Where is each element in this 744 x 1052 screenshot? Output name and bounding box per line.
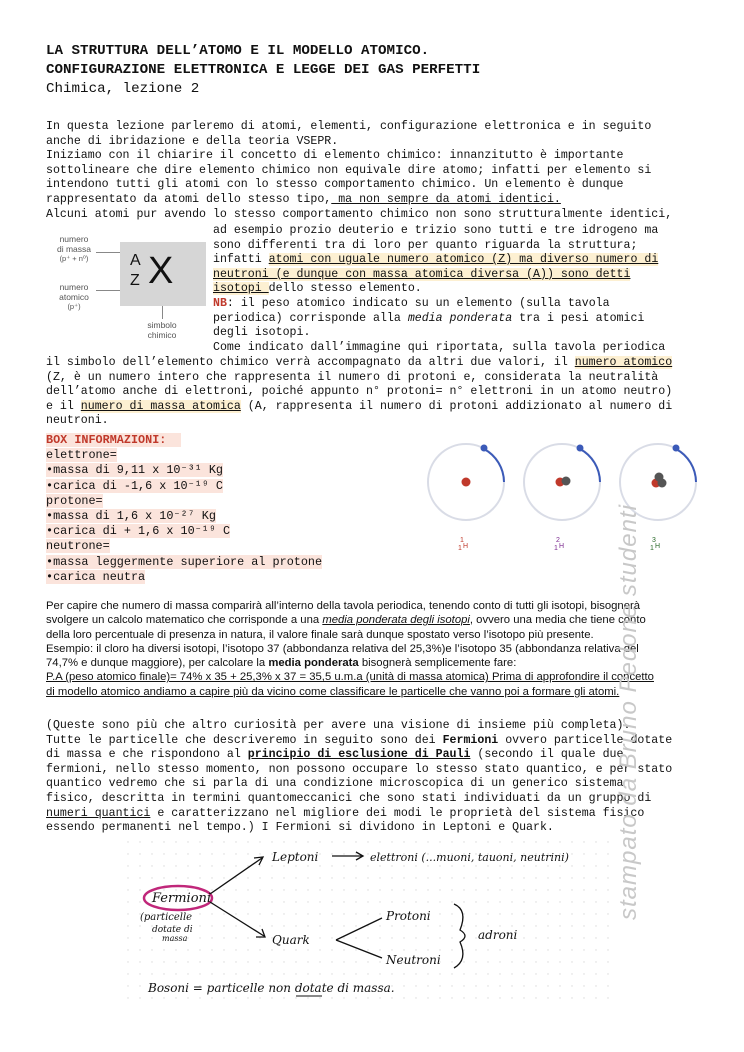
intro-line <box>46 193 672 208</box>
electron-mass: •massa di 9,11 x 10⁻³¹ Kg <box>46 463 224 478</box>
isotopes-text: tra i pesi atomici <box>512 311 645 325</box>
chemical-symbol-label <box>142 320 182 340</box>
mass-number-label <box>54 234 94 264</box>
highlighted-text: neutroni (e dunque con massa atomica diversa (A)) sono detti <box>213 267 631 281</box>
intro-text: rappresentato da atomi dello stesso tipo, <box>46 192 332 206</box>
isotopes-text: dello stesso elemento. <box>268 282 422 296</box>
fermions-line: (Queste sono più che altro curiosità per avere una visione di insieme più completa). <box>46 719 631 732</box>
isotopes-text: infatti <box>213 253 269 267</box>
particle-classification-diagram <box>126 840 612 1008</box>
weight-line: della loro percentuale di presenza in natura, il valore finale sarà dunque spostato verso l’isotopo più presente. <box>46 628 594 641</box>
vertical-watermark: stampato da Bruno Pedone studenti <box>615 504 642 920</box>
pointer-line <box>162 306 163 319</box>
info-heading-text: BOX INFORMAZIONI <box>46 433 160 447</box>
isotopes-line <box>213 268 665 283</box>
weight-text: 74,7% e dunque maggiore), per calcolare la <box>46 657 269 670</box>
highlighted-text: atomi con uguale numero atomico (Z) ma diverso numero di <box>268 253 659 267</box>
neutron-label: neutrone= <box>46 539 110 554</box>
title-line-3: Chimica, lezione 2 <box>46 81 200 97</box>
atomic-number-letter: Z <box>130 272 140 289</box>
info-box <box>46 433 322 585</box>
info-line <box>46 524 322 539</box>
pointer-line <box>96 252 120 253</box>
weighted-average-paragraph <box>46 599 654 699</box>
fermioni-note-line: dotate di <box>152 925 193 935</box>
mass-number-letter: A <box>130 252 141 269</box>
info-line <box>46 555 322 570</box>
fermions-text: ovvero particelle dotate <box>498 733 673 747</box>
neutron-charge: •carica neutra <box>46 569 146 584</box>
isotopes-line <box>213 312 665 327</box>
info-line <box>46 463 322 478</box>
highlighted-text: isotopi <box>213 282 269 296</box>
isotopes-line <box>213 297 665 312</box>
isotope-atomic-number: 1 <box>650 545 654 552</box>
weight-text: svolgere un calcolo matematico che corrisponde a una <box>46 614 323 627</box>
fermioni-note-line: massa <box>162 934 188 943</box>
fermions-line: quantico vedremo che si parla di una condizione microscopica di un generico sistema <box>46 777 624 791</box>
title-line-1: LA STRUTTURA DELL’ATOMO E IL MODELLO ATOMICO. <box>46 43 430 59</box>
bold-underlined-text: principio di esclusione di Pauli <box>247 748 471 762</box>
info-box-heading <box>46 433 322 448</box>
quark-handwritten: Quark <box>272 933 310 947</box>
info-line <box>46 539 322 554</box>
intro-line: anche di ibridazione e della teoria VSEPR. <box>46 134 339 148</box>
orbit-arc <box>580 449 600 482</box>
bosoni-handwritten: Bosoni = particelle non dotate di massa. <box>148 981 395 995</box>
symbol-text: e il <box>46 399 81 413</box>
fermions-text: e caratterizzano nel migliore dei modi le proprietà del sistema fisico <box>150 806 645 820</box>
info-heading-colon: : <box>159 433 167 447</box>
isotopes-line: ad esempio prozio deuterio e trizio sono tutti e tre idrogeno ma <box>213 224 659 237</box>
electron-label: elettrone= <box>46 448 117 463</box>
isotopes-line <box>213 282 665 297</box>
bold-text: media ponderata <box>268 657 359 670</box>
leptoni-handwritten: Leptoni <box>272 850 319 864</box>
weight-line: Esempio: il cloro ha diversi isotopi, l’isotopo 37 (abbondanza relativa del 25,3%)e l’isotopo 35 (abbondanza relativa del <box>46 642 639 655</box>
element-symbol-diagram <box>44 232 214 342</box>
weight-line: P.A (peso atomico finale)= 74% x 35 + 25,3% x 37 = 35,5 u.m.a (unità di massa atomica) Prima di approfondire il concetto <box>46 671 654 684</box>
orbit-arc <box>484 449 504 482</box>
atom-protium <box>428 444 504 552</box>
isotope-mass-number: 3 <box>652 537 656 544</box>
symbol-paragraph <box>46 356 672 429</box>
info-line <box>46 479 322 494</box>
label-line: (p⁺) <box>67 302 81 311</box>
fermions-line: fermioni, nello stesso momento, non possono occupare lo stesso stato quantico, e per stato <box>46 762 673 776</box>
info-line <box>46 448 322 463</box>
highlighted-text: numero di massa atomica <box>80 399 241 413</box>
proton-dot <box>462 478 471 487</box>
fermions-line <box>46 734 672 749</box>
electron-dot <box>673 445 680 452</box>
isotope-atomic-number: 1 <box>554 545 558 552</box>
fermioni-note-line: (particelle <box>140 912 193 923</box>
intro-line: In questa lezione parleremo di atomi, elementi, configurazione elettronica e in seguito <box>46 120 652 133</box>
weight-line <box>46 613 654 627</box>
isotopes-text: periodica) corrisponde alla <box>213 311 408 325</box>
element-symbol-letter: X <box>148 250 174 292</box>
fermions-line <box>46 748 672 763</box>
title-line-2: CONFIGURAZIONE ELETTRONICA E LEGGE DEI GAS PERFETTI <box>46 62 481 78</box>
isotope-mass-number: 2 <box>556 537 560 544</box>
neutroni-handwritten: Neutroni <box>386 953 441 967</box>
label-line: simbolo <box>147 320 177 330</box>
isotopes-line: sono differenti tra di loro per quanto riguarda la struttura; <box>213 238 638 252</box>
symbol-box <box>120 242 206 306</box>
fermions-text: (secondo il quale due <box>470 748 624 762</box>
fermions-text: di massa e che rispondono al <box>46 748 248 762</box>
symbol-text: (A, rappresenta il numero di protoni addizionato al numero di <box>240 399 673 413</box>
electron-dot <box>577 445 584 452</box>
isotopes-line: Come indicato dall’immagine qui riportata, sulla tavola periodica <box>213 340 666 354</box>
fermions-line: fisico, descritta in termini quantomeccanici che sono stati individuati da un gruppo di <box>46 791 652 805</box>
fermions-line <box>46 807 672 822</box>
isotope-symbol: H <box>463 543 469 550</box>
isotopes-line: degli isotopi. <box>213 326 311 340</box>
label-line: numero <box>59 234 89 244</box>
isotope-symbol: H <box>655 543 661 550</box>
atomic-number-label <box>54 282 94 312</box>
atom-deuterium <box>524 444 600 552</box>
nb-label: NB <box>213 296 227 310</box>
adroni-handwritten: adroni <box>478 928 518 942</box>
label-line: atomico <box>59 292 89 302</box>
isotope-mass-number: 1 <box>460 537 464 544</box>
proton-label: protone= <box>46 493 103 508</box>
symbol-line <box>46 356 672 371</box>
weight-line: Per capire che numero di massa comparirà all’interno della tavola periodica, tenendo conto di tutti gli isotopi, bisognerà <box>46 600 641 612</box>
weight-text: bisognerà semplicemente fare: <box>358 657 517 670</box>
neutron-dot <box>562 477 571 486</box>
intro-line: Iniziamo con il chiarire il concetto di elemento chimico: innanzitutto è importante <box>46 149 624 163</box>
weight-line <box>46 656 654 670</box>
italic-text: media ponderata <box>407 311 513 325</box>
intro-line: sottolineare che dire elemento chimico non equivale dire atomo; infatti per elemento si <box>46 163 652 177</box>
protoni-handwritten: Protoni <box>386 909 431 923</box>
proton-mass: •massa di 1,6 x 10⁻²⁷ Kg <box>46 509 216 524</box>
underlined-text: numeri quantici <box>46 806 151 820</box>
fermions-paragraph <box>46 719 672 836</box>
isotopes-line <box>213 253 665 268</box>
neutron-mass: •massa leggermente superiore al protone <box>46 554 323 569</box>
info-line <box>46 509 322 524</box>
hydrogen-isotopes-illustration <box>418 436 718 561</box>
fermioni-handwritten: Fermioni <box>152 891 212 906</box>
intro-line: Alcuni atomi pur avendo lo stesso comportamento chimico non sono strutturalmente identici, <box>46 207 673 221</box>
highlighted-text: numero atomico <box>574 356 673 369</box>
leptoni-list-handwritten: elettroni (...muoni, tauoni, neutrini) <box>370 851 569 864</box>
isotope-atomic-number: 1 <box>458 545 462 552</box>
info-line <box>46 494 322 509</box>
fermions-line: essendo permanenti nel tempo.) I Fermioni si dividono in Leptoni e Quark. <box>46 821 554 835</box>
orbit-arc <box>676 449 696 482</box>
weight-line: di modello atomico andiamo a capire più da vicino come classificare le particelle che vanno poi a formare gli atomi. <box>46 685 620 698</box>
fermions-text: Tutte le particelle che descriveremo in seguito sono dei <box>46 733 443 747</box>
info-line <box>46 570 322 585</box>
label-line: di massa <box>56 244 91 254</box>
page-title <box>46 42 480 99</box>
electron-charge: •carica di -1,6 x 10⁻¹⁹ C <box>46 478 224 493</box>
symbol-line: (Z, è un numero intero che rappresenta il numero di protoni e, considerata la neutralità <box>46 370 659 384</box>
isotopes-paragraph <box>213 224 665 355</box>
label-line: (p⁺ + n⁰) <box>59 254 89 263</box>
isotope-symbol: H <box>559 543 565 550</box>
intro-paragraph <box>46 120 672 222</box>
bold-text: Fermioni <box>442 733 499 747</box>
symbol-line: dell’atomo anche di elettroni, poiché appunto n° protoni= n° elettroni in un atomo neutro) <box>46 385 673 399</box>
symbol-line <box>46 400 672 415</box>
italic-underlined-text: media ponderata degli isotopi <box>322 614 470 627</box>
weight-text: , ovvero una media che tiene conto <box>469 614 646 627</box>
intro-line: intendono tutti gli atomi con lo stesso comportamento chimico. Un elemento è dunque <box>46 178 624 192</box>
electron-dot <box>481 445 488 452</box>
symbol-text: il simbolo dell’elemento chimico verrà accompagnato da altri due valori, il <box>46 356 575 369</box>
proton-charge: •carica di + 1,6 x 10⁻¹⁹ C <box>46 524 231 539</box>
neutron-dot <box>655 473 664 482</box>
symbol-line: neutroni. <box>46 414 109 428</box>
isotopes-text: : il peso atomico indicato su un elemento (sulla tavola <box>226 296 610 310</box>
label-line: numero <box>59 282 89 292</box>
label-line: chimico <box>147 330 177 340</box>
pointer-line <box>96 290 120 291</box>
underlined-text: ma non sempre da atomi identici. <box>331 192 561 206</box>
